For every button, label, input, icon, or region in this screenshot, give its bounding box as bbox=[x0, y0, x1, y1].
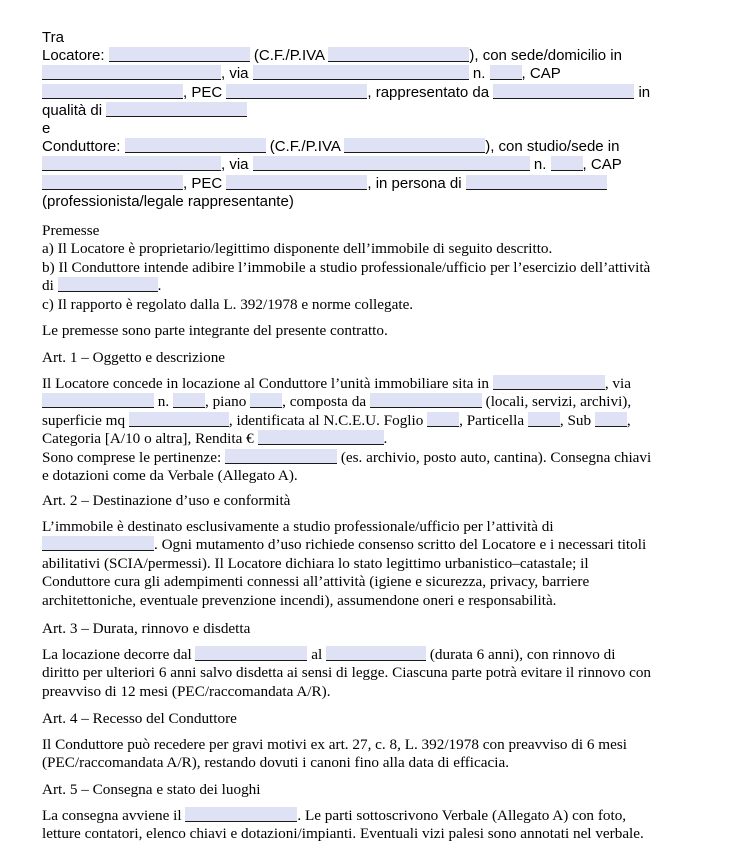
premesse-section bbox=[42, 222, 696, 314]
art2-body bbox=[42, 518, 696, 610]
art3-line-2: diritto per ulteriori 6 anni salvo disdetta ai sensi di legge. Ciascuna parte potrà evitare il rinnovo con bbox=[42, 664, 652, 682]
art1-line-6: e dotazioni come da Verbale (Allegato A). bbox=[42, 467, 298, 485]
art2-title: Art. 2 – Destinazione d’uso e conformità bbox=[42, 492, 291, 509]
art1-line-2 bbox=[42, 393, 696, 411]
art2-line-4: Conduttore cura gli adempimenti connessi all’attività (igiene e sicurezza, privacy, barriere bbox=[42, 573, 590, 591]
locatore-in-label: in bbox=[638, 83, 651, 101]
conduttore-cf-field[interactable] bbox=[344, 138, 485, 153]
locatore-via-label: , via bbox=[221, 65, 249, 83]
art1-via-label: , via bbox=[604, 375, 631, 392]
art1-line-1 bbox=[42, 375, 696, 393]
conduttore-n-label: n. bbox=[533, 156, 547, 174]
art1-rendita-label: Categoria [A/10 o altra], Rendita € bbox=[42, 430, 254, 448]
locatore-representative-field[interactable] bbox=[493, 84, 634, 99]
art1-period: . bbox=[383, 430, 388, 448]
art4-line-2: (PEC/raccomandata A/R), restando dovuti i canoni fino alla data di efficacia. bbox=[42, 754, 509, 772]
art5-body bbox=[42, 807, 696, 844]
conduttore-pec-field[interactable] bbox=[226, 175, 367, 190]
conduttore-cap-label: , CAP bbox=[582, 156, 622, 174]
art3-dal-label: La locazione decorre dal bbox=[42, 646, 192, 663]
conduttore-studio-label: ), con studio/sede in bbox=[485, 138, 620, 156]
e-text: e bbox=[42, 120, 51, 138]
art1-foglio-field[interactable] bbox=[427, 412, 459, 427]
conduttore-representative-field[interactable] bbox=[466, 175, 607, 190]
locatore-name-field[interactable] bbox=[109, 47, 250, 62]
art2-line-1: L’immobile è destinato esclusivamente a studio professionale/ufficio per l’attività di bbox=[42, 518, 554, 535]
art1-mq-field[interactable] bbox=[129, 412, 229, 427]
art3-durata-text: (durata 6 anni), con rinnovo di bbox=[429, 646, 616, 663]
art1-body bbox=[42, 375, 696, 485]
parties-section bbox=[42, 29, 696, 211]
premesse-di-label: di bbox=[42, 277, 54, 295]
tra-text: Tra bbox=[42, 29, 64, 46]
premesse-activity-field[interactable] bbox=[58, 277, 158, 292]
art4-title: Art. 4 – Recesso del Conduttore bbox=[42, 710, 237, 727]
art1-particella-label: , Particella bbox=[459, 411, 525, 429]
premesse-c: c) Il rapporto è regolato dalla L. 392/1978 e norme collegate. bbox=[42, 295, 414, 313]
conduttore-cap-field[interactable] bbox=[42, 175, 183, 190]
art3-title: Art. 3 – Durata, rinnovo e disdetta bbox=[42, 620, 251, 637]
locatore-line-3 bbox=[42, 84, 696, 102]
art2-activity-field[interactable] bbox=[42, 536, 154, 551]
conduttore-line-3 bbox=[42, 175, 696, 193]
art4-line-1: Il Conduttore può recedere per gravi motivi ex art. 27, c. 8, L. 392/1978 con preavviso di 6 mesi bbox=[42, 736, 627, 753]
art3-start-date-field[interactable] bbox=[195, 646, 307, 661]
art5-text-1b: . Le parti sottoscrivono Verbale (Allegato A) con foto, bbox=[297, 807, 627, 824]
conduttore-line-4 bbox=[42, 193, 696, 211]
art1-composta-label: , composta da bbox=[282, 393, 367, 411]
tra-line bbox=[42, 29, 696, 47]
art1-via-field[interactable] bbox=[42, 393, 154, 408]
art1-foglio-label: , identificata al N.C.E.U. Foglio bbox=[228, 411, 424, 429]
conduttore-line-2 bbox=[42, 156, 696, 174]
premesse-period: . bbox=[157, 277, 162, 295]
art1-comma: , bbox=[626, 411, 631, 429]
locatore-city-field[interactable] bbox=[42, 65, 221, 80]
conduttore-persona-label: , in persona di bbox=[367, 174, 462, 192]
locatore-pec-label: , PEC bbox=[183, 83, 223, 101]
premesse-integral: Le premesse sono parte integrante del presente contratto. bbox=[42, 322, 388, 339]
art1-particella-field[interactable] bbox=[528, 412, 560, 427]
art1-sub-label: , Sub bbox=[559, 411, 592, 429]
conduttore-cf-label: (C.F./P.IVA bbox=[269, 138, 341, 156]
locatore-rappresentato-label: , rappresentato da bbox=[367, 83, 490, 101]
art3-line-3: preavviso di 12 mesi (PEC/raccomandata A/R). bbox=[42, 682, 331, 700]
art1-rendita-field[interactable] bbox=[258, 430, 384, 445]
locatore-role-field[interactable] bbox=[106, 102, 247, 117]
conduttore-line-1 bbox=[42, 138, 696, 156]
art1-pertinenze-note: (es. archivio, posto auto, cantina). Consegna chiavi bbox=[340, 448, 652, 466]
conduttore-label: Conduttore: bbox=[42, 138, 121, 156]
art1-line-3 bbox=[42, 412, 696, 430]
locatore-line-2 bbox=[42, 65, 696, 83]
art5-date-field[interactable] bbox=[185, 807, 297, 822]
premesse-a: a) Il Locatore è proprietario/legittimo disponente dell’immobile di seguito descritto. bbox=[42, 240, 553, 258]
art1-n-label: n. bbox=[157, 393, 170, 411]
e-line bbox=[42, 120, 696, 138]
premesse-b-line-1: b) Il Conduttore intende adibire l’immobile a studio professionale/ufficio per l’esercizio dell’attività bbox=[42, 258, 651, 276]
locatore-cf-label: (C.F./P.IVA bbox=[253, 47, 325, 65]
art1-piano-field[interactable] bbox=[250, 393, 282, 408]
art2-line-2 bbox=[42, 536, 696, 554]
locatore-number-field[interactable] bbox=[490, 65, 522, 80]
art1-line-5 bbox=[42, 449, 696, 467]
art1-line-4 bbox=[42, 430, 696, 448]
art1-pertinenze-field[interactable] bbox=[225, 449, 337, 464]
art2-line-5: architettoniche, eventuale prevenzione incendi), assumendone oneri e responsabilità. bbox=[42, 591, 557, 609]
art1-number-field[interactable] bbox=[173, 393, 205, 408]
premesse-b-line-2 bbox=[42, 277, 696, 295]
conduttore-via-field[interactable] bbox=[253, 156, 530, 171]
art2-text-2: . Ogni mutamento d’uso richiede consenso scritto del Locatore e i necessari titoli bbox=[154, 536, 647, 554]
conduttore-number-field[interactable] bbox=[551, 156, 583, 171]
conduttore-via-label: , via bbox=[221, 156, 249, 174]
art1-sub-field[interactable] bbox=[595, 412, 627, 427]
art1-text-1a: Il Locatore concede in locazione al Conduttore l’unità immobiliare sita in bbox=[42, 375, 490, 392]
locatore-cap-field[interactable] bbox=[42, 84, 183, 99]
art3-line-1 bbox=[42, 646, 696, 664]
conduttore-name-field[interactable] bbox=[125, 138, 266, 153]
art1-mq-label: superficie mq bbox=[42, 411, 126, 429]
conduttore-pec-label: , PEC bbox=[183, 174, 223, 192]
locatore-pec-field[interactable] bbox=[226, 84, 367, 99]
art5-consegna-label: La consegna avviene il bbox=[42, 807, 182, 824]
locatore-cap-label: , CAP bbox=[521, 65, 561, 83]
art1-composition-field[interactable] bbox=[370, 393, 482, 408]
art3-al-label: al bbox=[311, 646, 323, 663]
premesse-title: Premesse bbox=[42, 222, 100, 239]
locatore-line-4 bbox=[42, 102, 696, 120]
art1-piano-label: , piano bbox=[204, 393, 247, 411]
locatore-qualita-label: qualità di bbox=[42, 101, 103, 119]
art5-line-1 bbox=[42, 807, 696, 825]
art4-body bbox=[42, 736, 696, 773]
conduttore-city-field[interactable] bbox=[42, 156, 221, 171]
locatore-via-field[interactable] bbox=[253, 65, 469, 80]
locatore-n-label: n. bbox=[472, 65, 486, 83]
art3-body bbox=[42, 646, 696, 701]
art1-locali-note: (locali, servizi, archivi), bbox=[485, 393, 632, 411]
art1-title: Art. 1 – Oggetto e descrizione bbox=[42, 349, 226, 366]
locatore-cf-field[interactable] bbox=[328, 47, 469, 62]
locatore-label: Locatore: bbox=[42, 47, 105, 65]
locatore-sede-label: ), con sede/domicilio in bbox=[469, 47, 622, 65]
locatore-line-1 bbox=[42, 47, 696, 65]
art5-title: Art. 5 – Consegna e stato dei luoghi bbox=[42, 781, 261, 798]
art5-line-2: letture contatori, elenco chiavi e dotazioni/impianti. Eventuali vizi palesi sono annotati nel verbale. bbox=[42, 825, 644, 843]
art1-city-field[interactable] bbox=[493, 375, 605, 390]
conduttore-role-note: (professionista/legale rappresentante) bbox=[42, 192, 294, 210]
art1-pertinenze-label: Sono comprese le pertinenze: bbox=[42, 448, 222, 466]
art2-line-3: abilitativi (SCIA/permessi). Il Locatore dichiara lo stato legittimo urbanistico–catastale; il bbox=[42, 554, 589, 572]
art3-end-date-field[interactable] bbox=[326, 646, 426, 661]
